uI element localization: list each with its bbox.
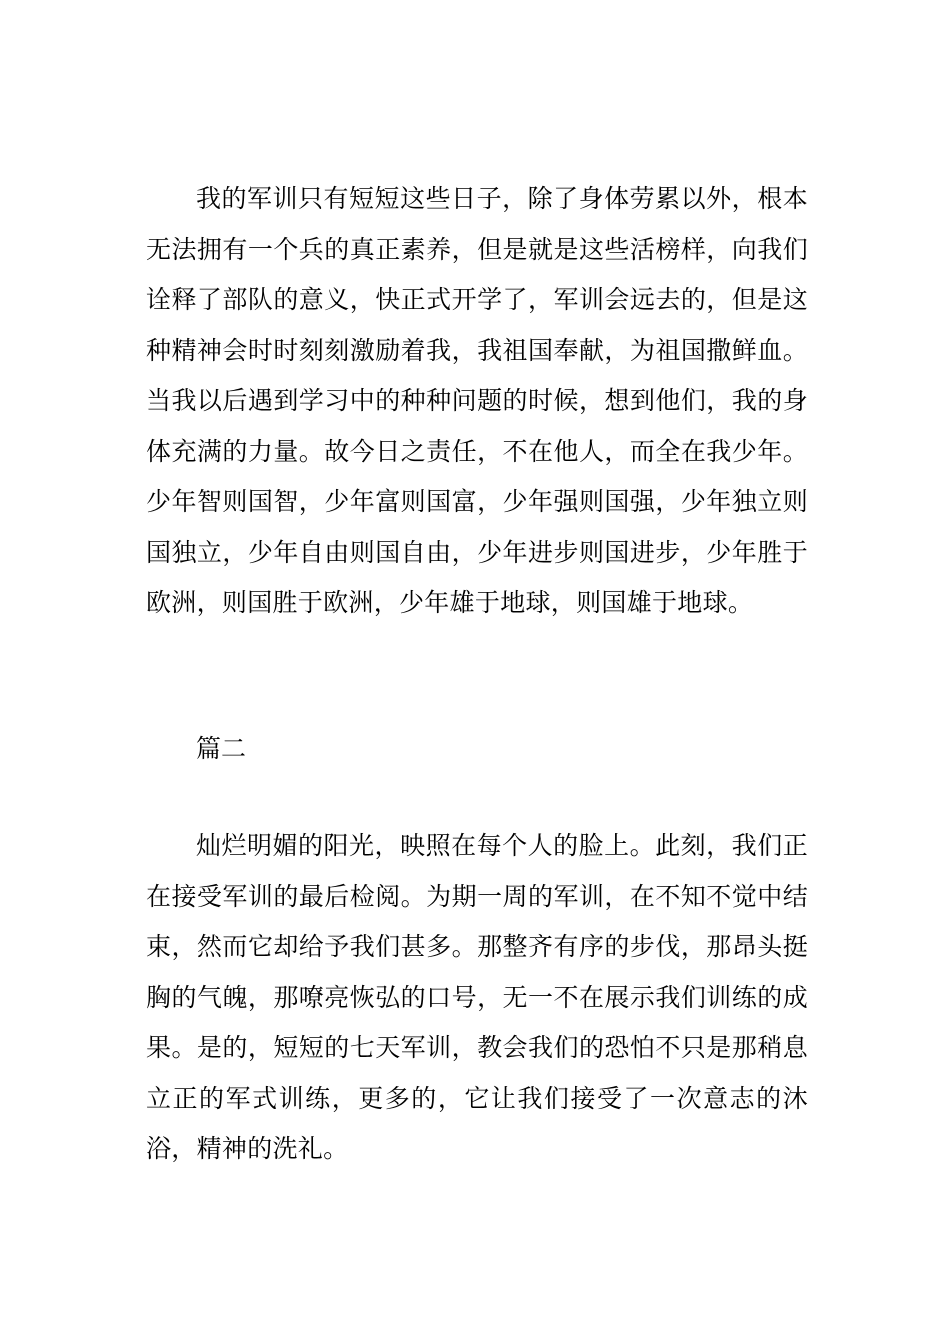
paragraph-1: 我的军训只有短短这些日子，除了身体劳累以外，根本无法拥有一个兵的真正素养，但是就是这些活榜样，向我们诠释了部队的意义，快正式开学了，军训会远去的，但是这种精神会时时刻刻激励着我，我祖国奉献，为祖国撒鲜血。当我以后遇到学习中的种种问题的时候，想到他们，我的身体充满的力量。故今日之责任，不在他人，而全在我少年。少年智则国智，少年富则国富，少年强则国强，少年独立则国独立，少年自由则国自由，少年进步则国进步，少年胜于欧洲，则国胜于欧洲，少年雄于地球，则国雄于地球。	[146, 184, 808, 617]
section-heading: 篇二	[196, 734, 247, 763]
paragraph-2: 灿烂明媚的阳光，映照在每个人的脸上。此刻，我们正在接受军训的最后检阅。为期一周的军训，在不知不觉中结束，然而它却给予我们甚多。那整齐有序的步伐，那昂头挺胸的气魄，那嘹亮恢弘的口号，无一不在展示我们训练的成果。是的，短短的七天军训，教会我们的恐怕不只是那稍息立正的军式训练，更多的，它让我们接受了一次意志的沐浴，精神的洗礼。	[146, 831, 808, 1163]
